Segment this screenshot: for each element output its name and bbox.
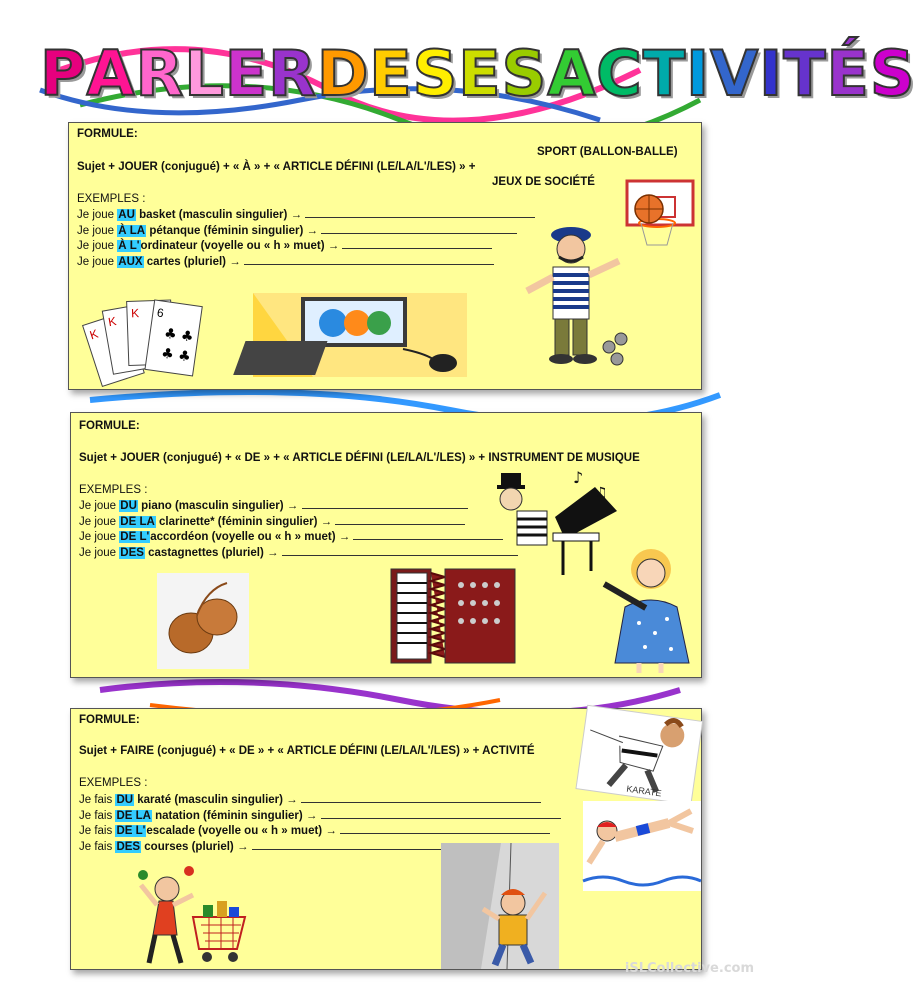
title-letter: S — [501, 36, 548, 110]
title-letter: R — [268, 36, 317, 110]
card-heading: FORMULE: — [79, 714, 140, 726]
clarinet-girl-icon — [595, 543, 695, 677]
arrow-icon: → — [305, 810, 318, 822]
article-highlight: DES — [120, 547, 144, 559]
article-highlight: AUX — [118, 256, 143, 268]
card-heading: FORMULE: — [79, 420, 140, 432]
article-highlight: DE LA — [116, 810, 151, 822]
title-letter: S — [412, 36, 459, 110]
svg-text:6: 6 — [156, 305, 165, 321]
example-row: Je fais DE LA natation (féminin singulier) → — [79, 808, 561, 825]
page-title — [40, 30, 916, 116]
title-letter: C — [596, 36, 643, 110]
answer-blank[interactable] — [321, 808, 561, 819]
title-letter: L — [184, 36, 225, 110]
arrow-icon: → — [327, 240, 340, 252]
article-highlight: À L' — [118, 240, 140, 252]
karate-label: KARATE — [625, 783, 663, 799]
example-row: Je fais DU karaté (masculin singulier) → — [79, 792, 541, 809]
card-heading: FORMULE: — [77, 128, 138, 140]
answer-blank[interactable] — [301, 792, 541, 803]
answer-blank[interactable] — [282, 545, 518, 556]
answer-blank[interactable] — [335, 514, 465, 525]
arrow-icon: → — [325, 825, 337, 837]
examples-label: EXEMPLES : — [77, 193, 146, 205]
formula-card-music — [70, 412, 702, 678]
article-highlight: DE L' — [116, 825, 146, 837]
arrow-icon: → — [286, 794, 298, 806]
sport-label: SPORT (BALLON-BALLE) — [537, 146, 678, 158]
title-letter: E — [224, 36, 269, 110]
article-highlight: DE L' — [120, 531, 150, 543]
arrow-icon: → — [236, 841, 249, 853]
title-letter: É — [826, 36, 870, 110]
arrow-icon: → — [320, 516, 333, 528]
formula-text: Sujet + FAIRE (conjugué) + « DE » + « ARTICLE DÉFINI (LE/LA/L'/LES) » + ACTIVITÉ — [79, 745, 535, 757]
example-row: Je joue DU piano (masculin singulier) → — [79, 498, 468, 515]
petanque-player-icon — [509, 221, 633, 371]
title-letter: A — [86, 36, 136, 110]
svg-text:♪: ♪ — [573, 468, 584, 487]
title-letter: T — [642, 36, 687, 110]
karate-icon — [577, 709, 701, 805]
article-highlight: À LA — [118, 225, 146, 237]
svg-text:♫: ♫ — [595, 485, 608, 501]
arrow-icon: → — [290, 209, 303, 221]
example-row: Je joue DE L'accordéon (voyelle ou « h » muet) → — [79, 529, 503, 546]
title-letter: E — [458, 36, 502, 110]
answer-blank[interactable] — [342, 238, 492, 249]
arrow-icon: → — [267, 547, 279, 559]
examples-label: EXEMPLES : — [79, 777, 148, 789]
arrow-icon: → — [229, 256, 241, 268]
title-letter: V — [710, 36, 760, 110]
svg-text:♣ ♣: ♣ ♣ — [163, 325, 195, 346]
castanets-icon — [157, 573, 249, 669]
title-letter: I — [759, 36, 784, 110]
playing-cards-icon — [79, 289, 207, 385]
example-row: Je joue DES castagnettes (pluriel) → — [79, 545, 518, 562]
answer-blank[interactable] — [353, 529, 503, 540]
title-letter: T — [783, 36, 827, 110]
example-row: Je joue DE LA clarinette* (féminin singulier) → — [79, 514, 465, 531]
title-letter: S — [869, 36, 916, 110]
arrow-icon: → — [338, 531, 351, 543]
watermark: iSLCollective.com — [624, 961, 754, 976]
svg-text:K: K — [107, 314, 118, 330]
example-row: Je joue AUX cartes (pluriel) → — [77, 254, 494, 271]
title-letter: A — [547, 36, 597, 110]
example-row: Je joue À LA pétanque (féminin singulier) → — [77, 223, 517, 240]
answer-blank[interactable] — [244, 254, 494, 265]
svg-text:K: K — [87, 326, 100, 343]
title-letter: P — [40, 36, 87, 110]
computer-icon — [253, 293, 467, 377]
shopping-man-icon — [137, 865, 253, 969]
example-row: Je fais DE L'escalade (voyelle ou « h » muet) → — [79, 823, 550, 840]
article-highlight: DES — [116, 841, 141, 853]
article-highlight: DU — [120, 500, 137, 512]
article-highlight: AU — [118, 209, 135, 221]
article-highlight: DE LA — [120, 516, 155, 528]
example-row: Je fais DES courses (pluriel) → — [79, 839, 482, 856]
formula-text: Sujet + JOUER (conjugué) + « DE » + « ARTICLE DÉFINI (LE/LA/L'/LES) » + INSTRUMENT DE MUSIQUE — [79, 452, 640, 464]
article-highlight: DU — [116, 794, 134, 806]
title-letter: R — [135, 36, 185, 110]
answer-blank[interactable] — [305, 207, 535, 218]
formula-card-activities — [70, 708, 702, 970]
answer-blank[interactable] — [340, 823, 550, 834]
example-row: Je joue À L'ordinateur (voyelle ou « h » muet) → — [77, 238, 492, 255]
formula-card-sports-games — [68, 122, 702, 390]
swimmer-icon — [583, 801, 701, 891]
arrow-icon: → — [286, 500, 299, 512]
accordion-icon — [387, 563, 519, 669]
title-letter: D — [316, 36, 370, 110]
answer-blank[interactable] — [321, 223, 517, 234]
svg-text:♣ ♣: ♣ ♣ — [160, 345, 192, 366]
arrow-icon: → — [306, 225, 318, 237]
example-row: Je joue AU basket (masculin singulier) → — [77, 207, 535, 224]
title-letter: E — [369, 36, 413, 110]
answer-blank[interactable] — [302, 498, 468, 509]
examples-label: EXEMPLES : — [79, 484, 148, 496]
formula-text: Sujet + JOUER (conjugué) + « À » + « ARTICLE DÉFINI (LE/LA/L'/LES) » + — [77, 161, 476, 173]
svg-text:K: K — [130, 306, 140, 321]
title-letter: I — [686, 36, 711, 110]
games-label: JEUX DE SOCIÉTÉ — [492, 176, 595, 188]
climber-icon — [441, 843, 559, 969]
